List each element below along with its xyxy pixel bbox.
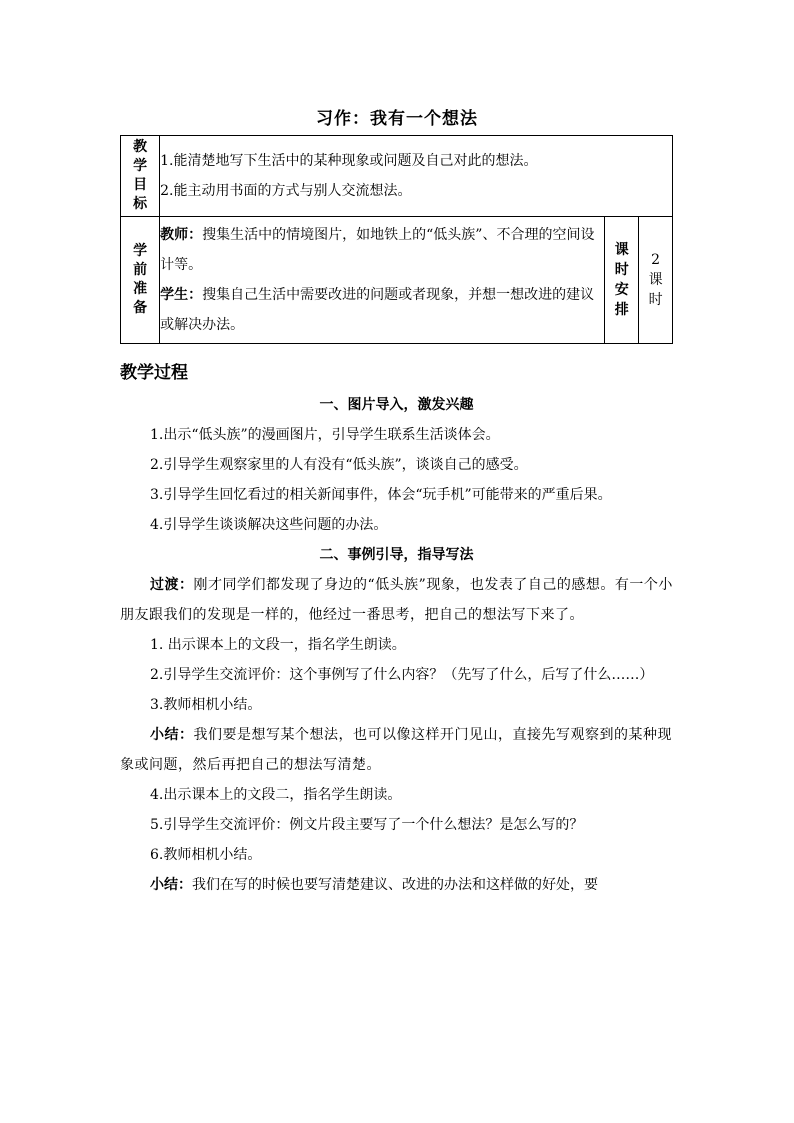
list-item: 2.引导学生交流评价：这个事例写了什么内容？（先写了什么，后写了什么……） <box>150 667 654 683</box>
list-item: 6.教师相机小结。 <box>150 847 262 863</box>
list-item: 2.引导学生观察家里的人有没有“低头族”，谈谈自己的感受。 <box>150 457 528 473</box>
teacher-prep: 教师：搜集生活中的情境图片，如地铁上的“低头族”、不合理的空间设计等。 <box>160 227 595 273</box>
list-item: 1. 出示课本上的文段一，指名学生朗读。 <box>150 637 406 653</box>
process-content <box>120 390 673 900</box>
schedule-label: 课 时 安 排 <box>605 217 639 344</box>
list-item: 5.引导学生交流评价：例文片段主要写了一个什么想法？是怎么写的？ <box>150 817 584 833</box>
goals-row <box>121 136 673 217</box>
list-item: 1.出示“低头族”的漫画图片，引导学生联系生活谈体会。 <box>150 427 500 443</box>
lesson-plan-table <box>120 135 673 344</box>
list-item: 3.教师相机小结。 <box>150 697 262 713</box>
prep-row <box>121 217 673 344</box>
list-item: 4.引导学生谈谈解决这些问题的办法。 <box>150 517 388 533</box>
list-item: 3.引导学生回忆看过的相关新闻事件，体会“玩手机”可能带来的严重后果。 <box>150 487 612 503</box>
transition-paragraph: 过渡：刚才同学们都发现了身边的“低头族”现象，也发表了自己的感想。有一个小朋友跟我们的发现是一样的，他经过一番思考，把自己的想法写下来了。 <box>120 577 673 623</box>
goal-item: 1.能清楚地写下生活中的某种现象或问题及自己对此的想法。 <box>160 153 538 169</box>
student-prep: 学生：搜集自己生活中需要改进的问题或者现象，并想一想改进的建议或解决办法。 <box>160 287 595 333</box>
goal-item: 2.能主动用书面的方式与别人交流想法。 <box>160 183 412 199</box>
summary-paragraph: 小结：我们要是想写某个想法，也可以像这样开门见山，直接先写观察到的某种现象或问题，然后再把自己的想法写清楚。 <box>120 727 672 773</box>
goals-content <box>160 136 673 217</box>
summary-paragraph: 小结：我们在写的时候也要写清楚建议、改进的办法和这样做的好处，要 <box>150 877 598 893</box>
section2-heading: 二、事例引导，指导写法 <box>319 547 474 563</box>
schedule-value: 2 课 时 <box>639 217 673 344</box>
prep-content <box>160 217 605 344</box>
process-heading: 教学过程 <box>120 363 188 383</box>
list-item: 4.出示课本上的文段二，指名学生朗读。 <box>150 787 402 803</box>
prep-label: 学 前 准 备 <box>121 217 160 344</box>
goals-label: 教 学 目 标 <box>121 136 160 217</box>
section1-heading: 一、图片导入，激发兴趣 <box>319 397 474 413</box>
document-title: 习作：我有一个想法 <box>316 109 478 129</box>
